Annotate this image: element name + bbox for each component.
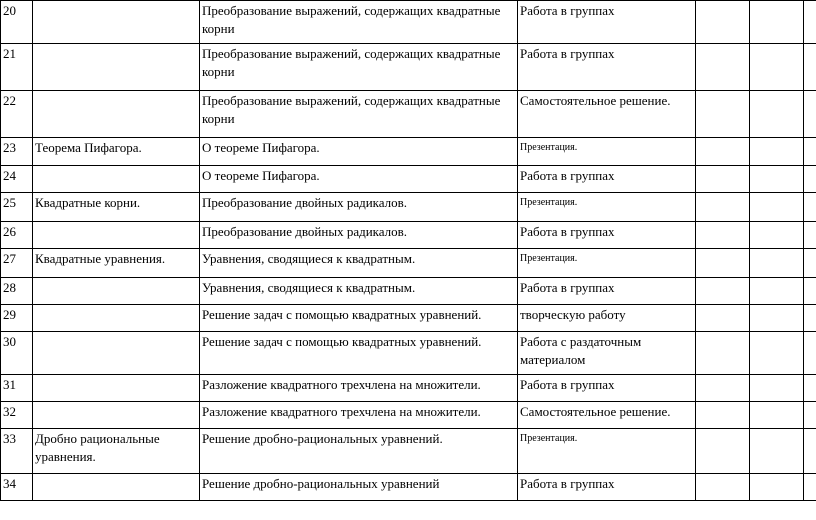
empty-cell bbox=[696, 138, 750, 166]
empty-cell bbox=[804, 278, 816, 305]
empty-cell bbox=[750, 166, 804, 193]
table-row bbox=[1, 91, 816, 138]
empty-cell bbox=[750, 375, 804, 402]
empty-cell bbox=[750, 138, 804, 166]
section-title: Дробно рациональные уравнения. bbox=[33, 429, 200, 474]
table-row bbox=[1, 429, 816, 474]
section-title bbox=[33, 1, 200, 44]
table-row bbox=[1, 305, 816, 332]
lesson-topic: Решение задач с помощью квадратных уравнений. bbox=[200, 305, 518, 332]
table-row bbox=[1, 166, 816, 193]
lesson-topic: Разложение квадратного трехчлена на множители. bbox=[200, 402, 518, 429]
lesson-number: 34 bbox=[1, 474, 33, 501]
empty-cell bbox=[804, 166, 816, 193]
empty-cell bbox=[696, 193, 750, 222]
empty-cell bbox=[750, 278, 804, 305]
section-title bbox=[33, 332, 200, 375]
table-row bbox=[1, 222, 816, 249]
table-row bbox=[1, 402, 816, 429]
section-title bbox=[33, 305, 200, 332]
empty-cell bbox=[804, 193, 816, 222]
empty-cell bbox=[804, 249, 816, 278]
lesson-number: 20 bbox=[1, 1, 33, 44]
empty-cell bbox=[696, 1, 750, 44]
empty-cell bbox=[696, 332, 750, 375]
table-row bbox=[1, 278, 816, 305]
lesson-number: 29 bbox=[1, 305, 33, 332]
empty-cell bbox=[696, 429, 750, 474]
lesson-method: Презентация. bbox=[518, 193, 696, 222]
lesson-number: 31 bbox=[1, 375, 33, 402]
empty-cell bbox=[696, 44, 750, 91]
lesson-method: Работа в группах bbox=[518, 44, 696, 91]
empty-cell bbox=[804, 474, 816, 501]
lesson-method: Презентация. bbox=[518, 429, 696, 474]
table-row bbox=[1, 1, 816, 44]
section-title bbox=[33, 278, 200, 305]
section-title: Теорема Пифагора. bbox=[33, 138, 200, 166]
lesson-topic: Уравнения, сводящиеся к квадратным. bbox=[200, 278, 518, 305]
lesson-number: 22 bbox=[1, 91, 33, 138]
lesson-number: 33 bbox=[1, 429, 33, 474]
section-title: Квадратные уравнения. bbox=[33, 249, 200, 278]
lesson-topic: О теореме Пифагора. bbox=[200, 138, 518, 166]
empty-cell bbox=[804, 138, 816, 166]
empty-cell bbox=[804, 91, 816, 138]
table-row bbox=[1, 249, 816, 278]
empty-cell bbox=[804, 305, 816, 332]
lesson-number: 27 bbox=[1, 249, 33, 278]
empty-cell bbox=[804, 375, 816, 402]
lesson-number: 30 bbox=[1, 332, 33, 375]
empty-cell bbox=[696, 166, 750, 193]
empty-cell bbox=[750, 474, 804, 501]
section-title bbox=[33, 474, 200, 501]
lesson-method: Работа в группах bbox=[518, 222, 696, 249]
lesson-topic: Преобразование выражений, содержащих квадратные корни bbox=[200, 91, 518, 138]
lesson-topic: Решение дробно-рациональных уравнений. bbox=[200, 429, 518, 474]
empty-cell bbox=[750, 91, 804, 138]
lesson-topic: О теореме Пифагора. bbox=[200, 166, 518, 193]
lesson-method: Презентация. bbox=[518, 249, 696, 278]
empty-cell bbox=[750, 1, 804, 44]
empty-cell bbox=[696, 305, 750, 332]
empty-cell bbox=[696, 249, 750, 278]
lesson-topic: Преобразование выражений, содержащих квадратные корни bbox=[200, 1, 518, 44]
lesson-topic: Решение дробно-рациональных уравнений bbox=[200, 474, 518, 501]
empty-cell bbox=[696, 402, 750, 429]
table-row bbox=[1, 474, 816, 501]
empty-cell bbox=[750, 305, 804, 332]
table-body bbox=[1, 1, 816, 501]
empty-cell bbox=[804, 429, 816, 474]
lesson-topic: Решение задач с помощью квадратных уравнений. bbox=[200, 332, 518, 375]
table-row bbox=[1, 193, 816, 222]
lesson-topic: Преобразование двойных радикалов. bbox=[200, 193, 518, 222]
table-row bbox=[1, 332, 816, 375]
lesson-number: 25 bbox=[1, 193, 33, 222]
lesson-topic: Уравнения, сводящиеся к квадратным. bbox=[200, 249, 518, 278]
section-title bbox=[33, 375, 200, 402]
section-title bbox=[33, 402, 200, 429]
lesson-number: 21 bbox=[1, 44, 33, 91]
empty-cell bbox=[750, 402, 804, 429]
section-title bbox=[33, 91, 200, 138]
empty-cell bbox=[804, 44, 816, 91]
empty-cell bbox=[750, 44, 804, 91]
lesson-number: 32 bbox=[1, 402, 33, 429]
table-row bbox=[1, 375, 816, 402]
section-title bbox=[33, 166, 200, 193]
lesson-method: Работа в группах bbox=[518, 1, 696, 44]
empty-cell bbox=[750, 429, 804, 474]
lesson-method: Презентация. bbox=[518, 138, 696, 166]
lesson-method: творческую работу bbox=[518, 305, 696, 332]
lesson-number: 26 bbox=[1, 222, 33, 249]
lesson-number: 28 bbox=[1, 278, 33, 305]
lesson-method: Работа в группах bbox=[518, 166, 696, 193]
empty-cell bbox=[696, 222, 750, 249]
section-title: Квадратные корни. bbox=[33, 193, 200, 222]
lesson-method: Самостоятельное решение. bbox=[518, 91, 696, 138]
lesson-number: 23 bbox=[1, 138, 33, 166]
empty-cell bbox=[696, 474, 750, 501]
table-row bbox=[1, 44, 816, 91]
section-title bbox=[33, 44, 200, 91]
lesson-topic: Разложение квадратного трехчлена на множители. bbox=[200, 375, 518, 402]
empty-cell bbox=[804, 402, 816, 429]
lesson-topic: Преобразование двойных радикалов. bbox=[200, 222, 518, 249]
empty-cell bbox=[750, 193, 804, 222]
empty-cell bbox=[696, 375, 750, 402]
table-row bbox=[1, 138, 816, 166]
empty-cell bbox=[804, 332, 816, 375]
empty-cell bbox=[804, 1, 816, 44]
section-title bbox=[33, 222, 200, 249]
empty-cell bbox=[750, 222, 804, 249]
lesson-method: Работа в группах bbox=[518, 278, 696, 305]
lesson-number: 24 bbox=[1, 166, 33, 193]
empty-cell bbox=[750, 332, 804, 375]
empty-cell bbox=[750, 249, 804, 278]
lesson-method: Самостоятельное решение. bbox=[518, 402, 696, 429]
lesson-method: Работа в группах bbox=[518, 474, 696, 501]
lesson-method: Работа в группах bbox=[518, 375, 696, 402]
empty-cell bbox=[804, 222, 816, 249]
empty-cell bbox=[696, 278, 750, 305]
empty-cell bbox=[696, 91, 750, 138]
lesson-method: Работа с раздаточным материалом bbox=[518, 332, 696, 375]
lesson-topic: Преобразование выражений, содержащих квадратные корни bbox=[200, 44, 518, 91]
